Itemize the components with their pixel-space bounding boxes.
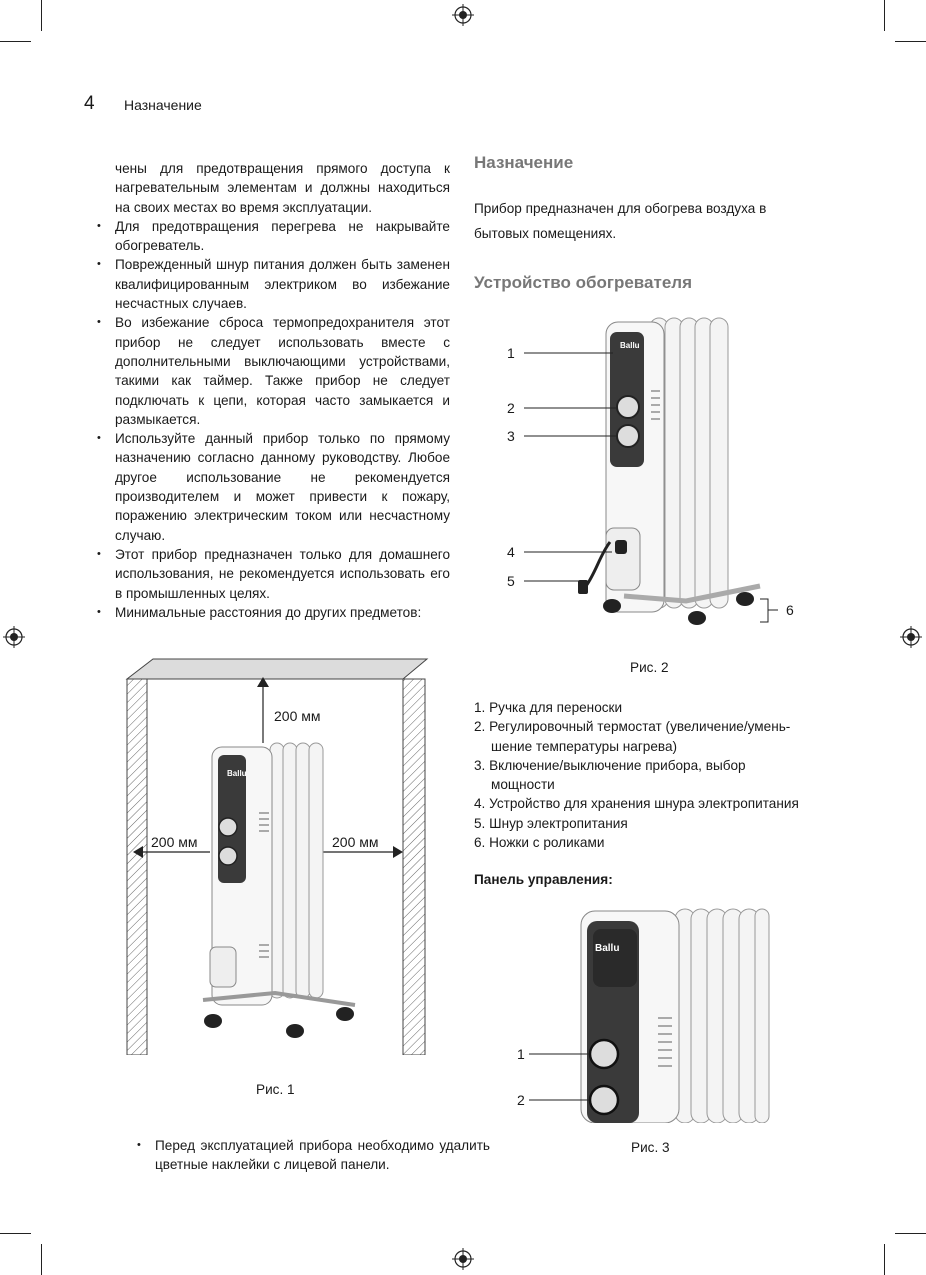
list-item: 6. Ножки с роликами — [474, 835, 605, 851]
crop-mark — [895, 1233, 926, 1234]
final-note — [97, 1136, 490, 1175]
callout-1: 1 — [507, 345, 515, 361]
panel-callout-1: 1 — [517, 1046, 525, 1062]
safety-text — [97, 159, 450, 622]
brand-logo: Ballu — [227, 769, 247, 778]
figure-1-clearance-diagram — [115, 655, 435, 1055]
panel-callout-2: 2 — [517, 1092, 525, 1108]
list-item: 1. Ручка для переноски — [474, 700, 623, 715]
figure-2-caption: Рис. 2 — [630, 660, 669, 675]
figure-3-control-panel — [505, 905, 785, 1123]
list-item: • Перед эксплуатацией прибора необходимо удалить цветные наклейки с лицевой панели. — [137, 1136, 490, 1175]
list-item: 5. Шнур электропитания — [474, 815, 628, 831]
heater-illustration — [581, 909, 769, 1123]
figure-3-caption: Рис. 3 — [631, 1140, 670, 1155]
running-title: Назначение — [124, 97, 202, 113]
crop-mark — [895, 41, 926, 42]
figure-1-caption: Рис. 1 — [256, 1082, 295, 1097]
registration-mark-icon — [452, 1248, 474, 1270]
list-item-continuation: мощности — [491, 777, 555, 793]
safety-list — [97, 217, 450, 622]
left-distance-label: 200 мм — [151, 834, 198, 850]
registration-mark-icon — [900, 626, 922, 648]
list-item: 2. Регулировочный термостат (увеличение/умень- — [474, 719, 791, 735]
top-distance-label: 200 мм — [274, 708, 321, 724]
parts-list — [474, 698, 854, 852]
heater-illustration — [203, 743, 355, 1038]
callout-3: 3 — [507, 428, 515, 444]
crop-mark — [884, 0, 885, 31]
list-item: • Поврежденный шнур питания должен быть заменен квалифицированным электриком во избежание несчастных случаев. — [97, 255, 450, 313]
registration-mark-icon — [3, 626, 25, 648]
list-item: 3. Включение/выключение прибора, выбор — [474, 757, 746, 773]
crop-mark — [0, 41, 31, 42]
right-distance-label: 200 мм — [332, 834, 379, 850]
heater-illustration — [578, 318, 760, 625]
callout-5: 5 — [507, 573, 515, 589]
registration-mark-icon — [452, 4, 474, 26]
list-item: • Для предотвращения перегрева не накрывайте обогреватель. — [97, 217, 450, 256]
crop-mark — [41, 1244, 42, 1275]
callout-4: 4 — [507, 544, 515, 560]
device-heading: Устройство обогревателя — [474, 273, 692, 292]
callout-2: 2 — [507, 400, 515, 416]
list-item: 4. Устройство для хранения шнура электропитания — [474, 796, 799, 812]
crop-mark — [0, 1233, 31, 1234]
purpose-heading: Назначение — [474, 153, 574, 172]
purpose-text: Прибор предназначен для обогрева воздуха в бытовых помещениях. — [474, 201, 767, 241]
list-item: • Этот прибор предназначен только для домашнего использования, не рекомендуется использовать его в промышленных целях. — [97, 545, 450, 603]
list-item-continuation: шение температуры нагрева) — [491, 738, 678, 754]
crop-mark — [884, 1244, 885, 1275]
brand-logo: Ballu — [595, 943, 620, 954]
brand-logo: Ballu — [620, 341, 640, 350]
crop-mark — [41, 0, 42, 31]
list-item: • Минимальные расстояния до других предметов: — [97, 603, 450, 622]
callout-6: 6 — [786, 602, 794, 618]
list-item: • Используйте данный прибор только по прямому назначению согласно данному руководству. Любое другое использование не рекомендуется производителем и может привести к пожару, поражению электрическим током или несчастному случаю. — [97, 429, 450, 545]
control-panel-heading: Панель управления: — [474, 872, 613, 887]
list-item: • Во избежание сброса термопредохранителя этот прибор не следует использовать вместе с дополнительными выключающими устройствами, такими как таймер. Также прибор не следует подключать к цепи, которая часто замыкается и размыкается. — [97, 313, 450, 429]
page-number: 4 — [84, 93, 95, 114]
continuation-paragraph: чены для предотвращения прямого доступа к нагревательным элементам и должны находиться на своих местах во время эксплуатации. — [115, 161, 450, 215]
figure-2-device-diagram — [500, 310, 810, 635]
